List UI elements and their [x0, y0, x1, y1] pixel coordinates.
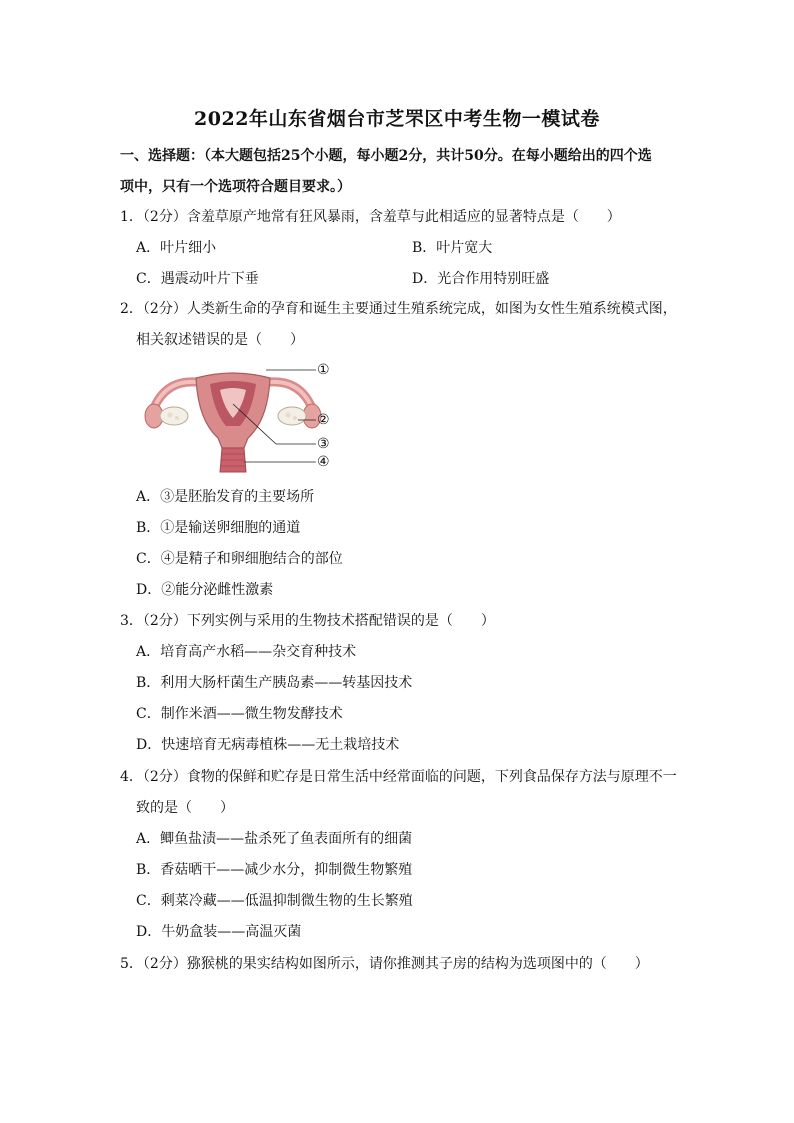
figure-label-4: ④: [317, 454, 330, 470]
question-3-option-c[interactable]: C．制作米酒——微生物发酵技术: [136, 706, 343, 722]
question-4-stem-line2: 致的是（ ）: [136, 800, 234, 816]
question-4-option-a[interactable]: A．鲫鱼盐渍——盐杀死了鱼表面所有的细菌: [136, 831, 413, 847]
question-3-option-d[interactable]: D．快速培育无病毒植株——无土栽培技术: [136, 737, 400, 753]
figure-label-2: ②: [317, 412, 330, 428]
question-2-option-b[interactable]: B．①是输送卵细胞的通道: [136, 520, 301, 536]
page-title: 2022年山东省烟台市芝罘区中考生物一模试卷: [194, 108, 600, 130]
question-3-option-b[interactable]: B．利用大肠杆菌生产胰岛素——转基因技术: [136, 675, 413, 691]
question-2-stem-line1: 2．（2分）人类新生命的孕育和诞生主要通过生殖系统完成，如图为女性生殖系统模式图，: [120, 301, 677, 317]
female-reproductive-system-figure: [136, 360, 336, 475]
question-2-stem-line2: 相关叙述错误的是（ ）: [136, 332, 304, 348]
question-4-option-c[interactable]: C．剩菜冷藏——低温抑制微生物的生长繁殖: [136, 893, 413, 909]
question-2-option-d[interactable]: D．②能分泌雌性激素: [136, 582, 274, 598]
section-heading-line2: 项中，只有一个选项符合题目要求。）: [120, 179, 351, 195]
question-4-option-b[interactable]: B．香菇晒干——减少水分，抑制微生物繁殖: [136, 862, 413, 878]
question-4-option-d[interactable]: D．牛奶盒装——高温灭菌: [136, 924, 302, 940]
question-5-stem: 5．（2分）猕猴桃的果实结构如图所示，请你推测其子房的结构为选项图中的（ ）: [120, 956, 649, 972]
question-3-stem: 3．（2分）下列实例与采用的生物技术搭配错误的是（ ）: [120, 613, 495, 629]
question-2-option-c[interactable]: C．④是精子和卵细胞结合的部位: [136, 551, 343, 567]
question-1-option-a[interactable]: A．叶片细小: [136, 240, 217, 256]
figure-label-3: ③: [317, 436, 330, 452]
question-1-option-c[interactable]: C．遇震动叶片下垂: [136, 271, 259, 287]
question-2-option-a[interactable]: A．③是胚胎发育的主要场所: [136, 489, 315, 505]
section-heading-line1: 一、选择题：（本大题包括25个小题，每小题2分，共计50分。在每小题给出的四个选: [120, 148, 652, 164]
question-4-stem-line1: 4．（2分）食物的保鲜和贮存是日常生活中经常面临的问题，下列食品保存方法与原理不一: [120, 769, 677, 785]
figure-label-1: ①: [317, 362, 330, 378]
question-1-option-b[interactable]: B．叶片宽大: [412, 240, 493, 256]
reproductive-diagram: [136, 360, 336, 475]
question-1-option-d[interactable]: D．光合作用特别旺盛: [412, 271, 550, 287]
question-1-stem: 1．（2分）含羞草原产地常有狂风暴雨，含羞草与此相适应的显著特点是（ ）: [120, 209, 621, 225]
question-3-option-a[interactable]: A．培育高产水稻——杂交育种技术: [136, 644, 357, 660]
